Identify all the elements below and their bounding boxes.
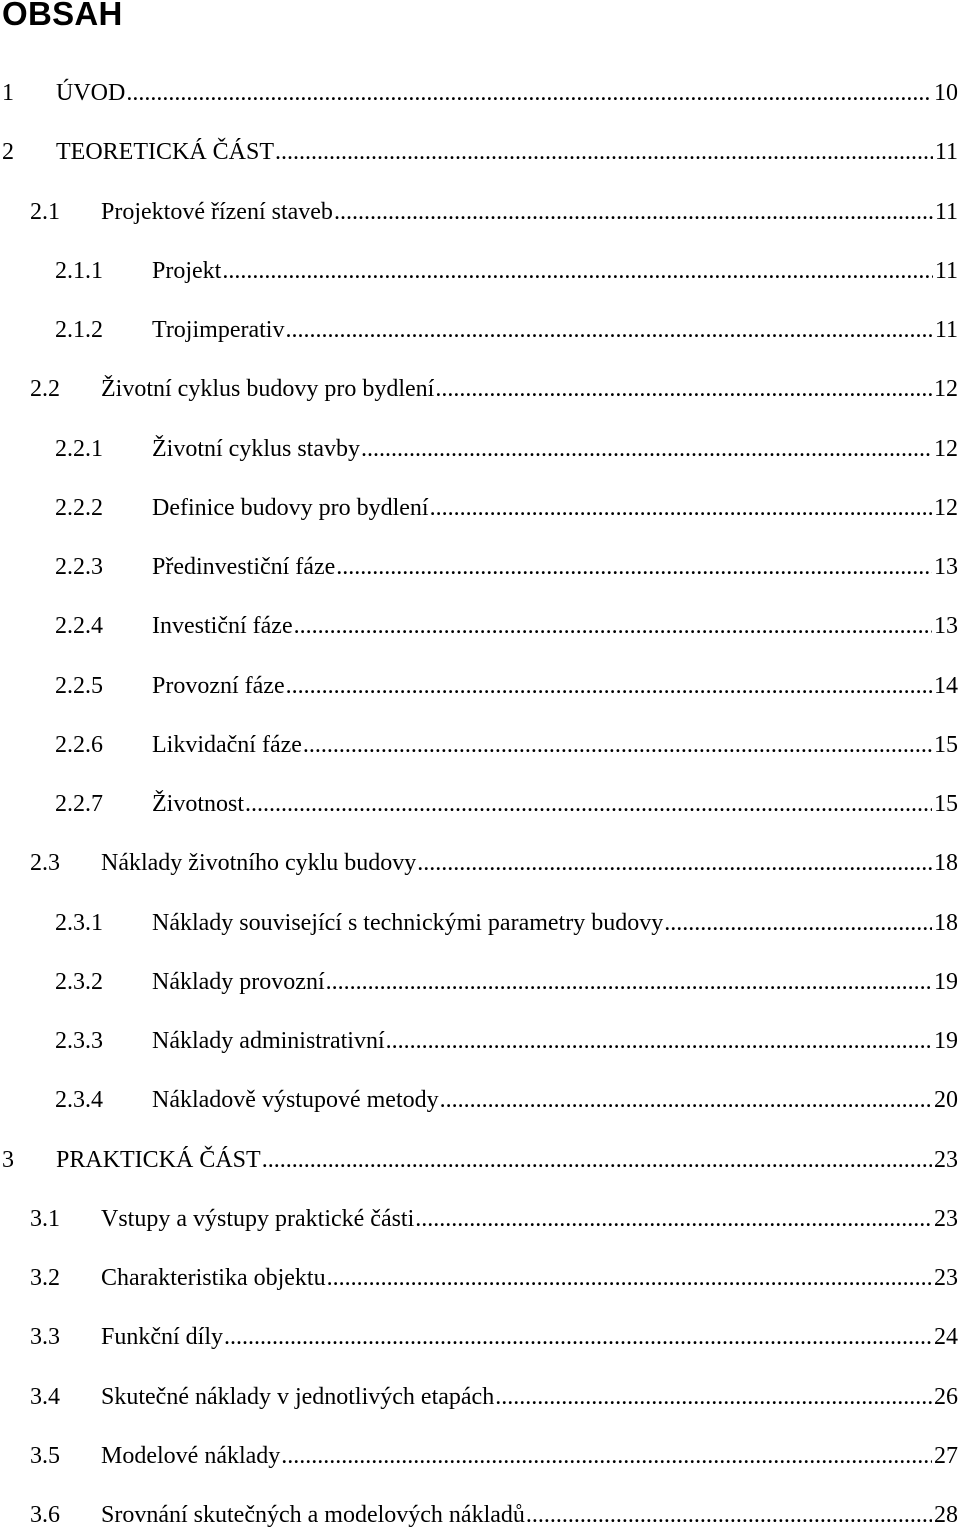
toc-leader-dots	[285, 313, 932, 347]
toc-entry[interactable]	[0, 313, 958, 347]
toc-entry-page-number: 12	[934, 494, 958, 521]
toc-entry-number: 3.5	[30, 1442, 60, 1469]
toc-entry-number: 2.2.6	[55, 731, 103, 758]
toc-entry[interactable]	[0, 728, 958, 762]
toc-entry-title: Náklady životního cyklu budovy	[101, 850, 417, 877]
toc-entry[interactable]	[0, 669, 958, 703]
toc-entry-title: Životní cyklus stavby	[152, 435, 360, 462]
toc-entry-number: 2.1.1	[55, 257, 103, 284]
toc-entry-number: 2.2.1	[55, 435, 103, 462]
toc-entry-page-number: 26	[934, 1383, 958, 1410]
toc-entry[interactable]	[0, 135, 958, 169]
toc-leader-dots	[294, 609, 932, 643]
toc-leader-dots	[281, 1439, 932, 1473]
toc-entry-title: Náklady administrativní	[152, 1028, 385, 1054]
toc-entry[interactable]	[0, 609, 958, 643]
toc-entry-page-number: 27	[934, 1442, 958, 1469]
toc-entry[interactable]	[0, 76, 958, 110]
toc-entry-page-number: 28	[934, 1502, 958, 1528]
toc-entry-title: Životní cyklus budovy pro bydlení	[101, 376, 435, 403]
toc-entry-number: 2	[2, 139, 14, 166]
toc-entry-number: 3.6	[30, 1502, 60, 1528]
toc-entry[interactable]	[0, 1261, 958, 1295]
toc-entry[interactable]	[0, 965, 958, 999]
toc-leader-dots	[440, 1083, 932, 1117]
toc-entry-title: Náklady související s technickými parametry budovy	[152, 909, 664, 936]
toc-entry[interactable]	[0, 1380, 958, 1414]
toc-entry[interactable]	[0, 846, 958, 880]
toc-entry[interactable]	[0, 1202, 958, 1236]
toc-leader-dots	[222, 254, 933, 288]
toc-entry-page-number: 11	[934, 139, 958, 166]
toc-entry-page-number: 12	[934, 435, 958, 462]
toc-entry-title: ÚVOD	[56, 80, 126, 106]
toc-entry-page-number: 20	[934, 1087, 958, 1114]
toc-leader-dots	[526, 1498, 932, 1532]
toc-entry-title: Modelové náklady	[101, 1442, 281, 1469]
toc-entry-number: 2.3.2	[55, 968, 103, 995]
toc-entry-page-number: 23	[934, 1265, 958, 1291]
toc-entry-number: 2.2.5	[55, 672, 103, 699]
toc-entry-number: 2.2.4	[55, 613, 103, 640]
toc-entry-title: Projektové řízení staveb	[101, 198, 333, 225]
toc-entry-title: Předinvestiční fáze	[152, 554, 336, 580]
toc-leader-dots	[326, 965, 932, 999]
toc-leader-dots	[417, 846, 932, 880]
toc-entry-title: Vstupy a výstupy praktické části	[101, 1205, 415, 1232]
toc-entry[interactable]	[0, 906, 958, 940]
toc-entry-title: Projekt	[152, 257, 222, 284]
toc-entry-title: Životnost	[152, 791, 245, 817]
toc-entry-title: Definice budovy pro bydlení	[152, 494, 429, 521]
toc-entry-title: Srovnání skutečných a modelových nákladů	[101, 1502, 525, 1528]
toc-entry-number: 2.1.2	[55, 317, 103, 343]
toc-entry[interactable]	[0, 1024, 958, 1058]
toc-entry-title: Nákladově výstupové metody	[152, 1087, 439, 1114]
toc-entry[interactable]	[0, 1439, 958, 1473]
toc-entry-page-number: 19	[934, 1028, 958, 1054]
toc-entry[interactable]	[0, 254, 958, 288]
toc-entry-page-number: 13	[934, 554, 958, 580]
toc-entry-title: Provozní fáze	[152, 672, 285, 699]
toc-entry-page-number: 11	[934, 317, 958, 343]
toc-entry-page-number: 14	[934, 672, 958, 699]
toc-entry[interactable]	[0, 1083, 958, 1117]
toc-entry-title: Náklady provozní	[152, 968, 325, 995]
toc-entry[interactable]	[0, 1320, 958, 1354]
toc-entry-page-number: 23	[934, 1205, 958, 1232]
toc-entry[interactable]	[0, 195, 958, 229]
toc-entry-page-number: 13	[934, 613, 958, 640]
toc-entry[interactable]	[0, 550, 958, 584]
toc-entry-title: Charakteristika objektu	[101, 1265, 326, 1291]
toc-entry-page-number: 15	[934, 731, 958, 758]
toc-entry[interactable]	[0, 432, 958, 466]
toc-entry-page-number: 12	[934, 376, 958, 403]
toc-leader-dots	[262, 1143, 932, 1177]
toc-entry[interactable]	[0, 1143, 958, 1177]
toc-leader-dots	[664, 906, 932, 940]
toc-leader-dots	[327, 1261, 932, 1295]
toc-entry-number: 3.4	[30, 1383, 60, 1410]
toc-entry-number: 3.2	[30, 1265, 60, 1291]
toc-entry-title: Trojimperativ	[152, 317, 285, 343]
toc-leader-dots	[386, 1024, 932, 1058]
toc-leader-dots	[275, 135, 933, 169]
toc-entry-number: 2.2.3	[55, 554, 103, 580]
toc-entry-number: 2.3.4	[55, 1087, 103, 1114]
toc-leader-dots	[245, 787, 932, 821]
toc-leader-dots	[334, 195, 933, 229]
toc-entry-number: 3.1	[30, 1205, 60, 1232]
page-title: OBSAH	[2, 0, 123, 32]
toc-leader-dots	[126, 76, 932, 110]
toc-entry-page-number: 24	[934, 1324, 958, 1351]
toc-entry-number: 2.2.7	[55, 791, 103, 817]
toc-entry-number: 2.2	[30, 376, 60, 403]
toc-leader-dots	[303, 728, 932, 762]
toc-leader-dots	[495, 1380, 932, 1414]
toc-entry[interactable]	[0, 787, 958, 821]
toc-entry-page-number: 11	[934, 198, 958, 225]
toc-leader-dots	[286, 669, 932, 703]
toc-entry-number: 1	[2, 80, 14, 106]
toc-leader-dots	[415, 1202, 932, 1236]
toc-leader-dots	[430, 491, 932, 525]
toc-entry-number: 3	[2, 1146, 14, 1173]
toc-entry[interactable]	[0, 1498, 958, 1532]
toc-leader-dots	[435, 372, 932, 406]
toc-entry-page-number: 11	[934, 257, 958, 284]
toc-entry-title: PRAKTICKÁ ČÁST	[56, 1146, 261, 1173]
toc-entry-number: 2.3.3	[55, 1028, 103, 1054]
toc-entry-number: 2.3	[30, 850, 60, 877]
toc-entry-page-number: 18	[934, 909, 958, 936]
toc-entry-page-number: 19	[934, 968, 958, 995]
toc-leader-dots	[361, 432, 932, 466]
toc-entry-number: 2.3.1	[55, 909, 103, 936]
toc-entry-number: 2.1	[30, 198, 60, 225]
toc-entry-title: Likvidační fáze	[152, 731, 302, 758]
toc-entry-title: Funkční díly	[101, 1324, 224, 1351]
toc-entry-page-number: 18	[934, 850, 958, 877]
toc-entry-number: 2.2.2	[55, 494, 103, 521]
toc-entry-page-number: 15	[934, 791, 958, 817]
toc-leader-dots	[224, 1320, 932, 1354]
toc-entry-title: Investiční fáze	[152, 613, 293, 640]
toc-entry-page-number: 23	[934, 1146, 958, 1173]
toc-entry-page-number: 10	[934, 80, 958, 106]
toc-entry-title: TEORETICKÁ ČÁST	[56, 139, 274, 166]
toc-leader-dots	[336, 550, 932, 584]
toc-entry-title: Skutečné náklady v jednotlivých etapách	[101, 1383, 495, 1410]
toc-entry-number: 3.3	[30, 1324, 60, 1351]
toc-entry[interactable]	[0, 491, 958, 525]
toc-entry[interactable]	[0, 372, 958, 406]
